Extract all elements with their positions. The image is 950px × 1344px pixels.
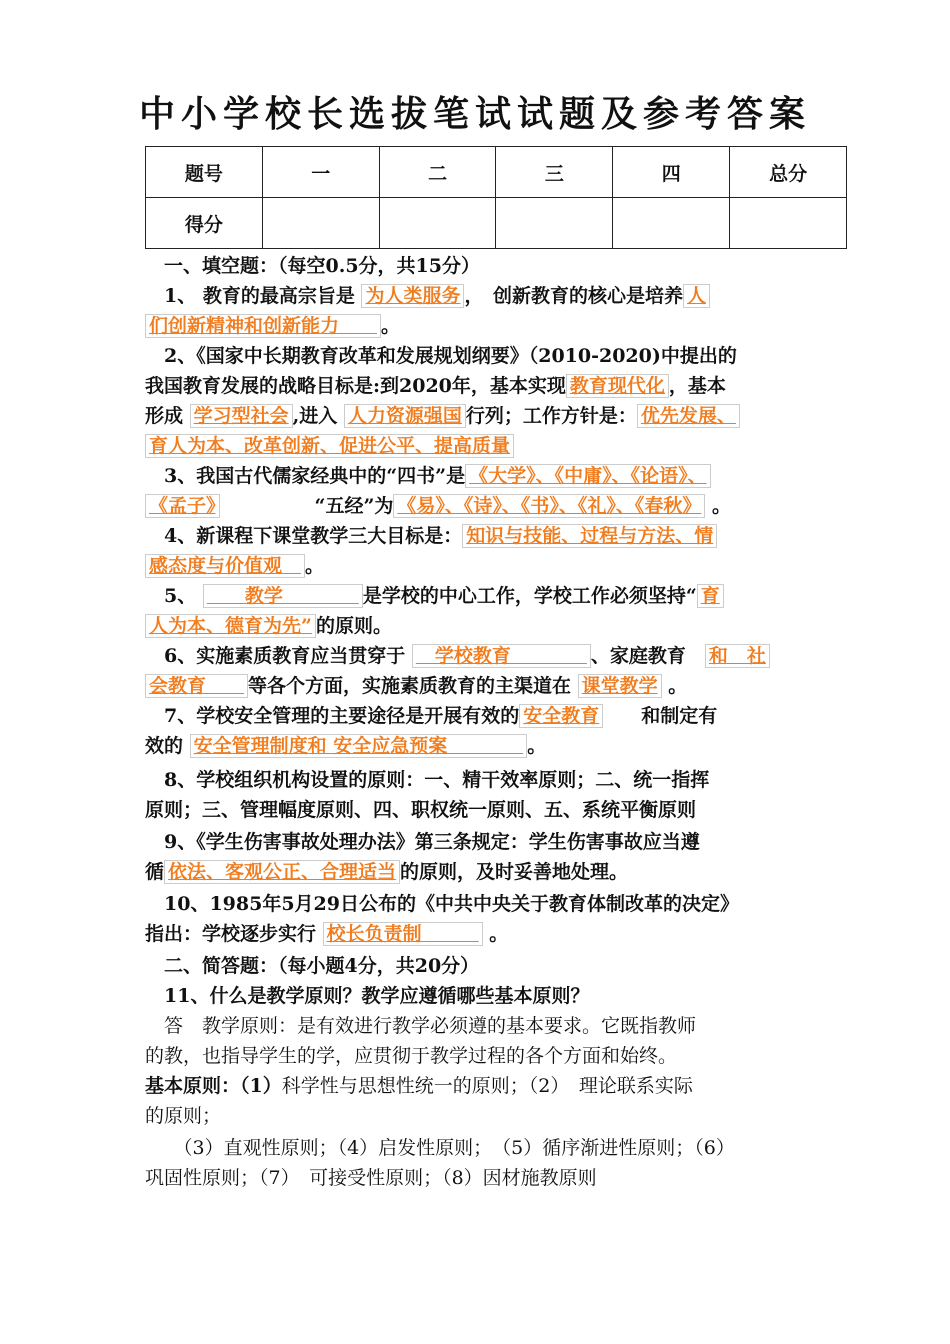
text-line bbox=[145, 641, 815, 671]
text-line bbox=[145, 1011, 815, 1041]
answer-text: 人力资源强国 bbox=[344, 404, 466, 428]
text-segment: 和制定有 bbox=[603, 705, 718, 727]
answer-text: 课堂教学 bbox=[578, 674, 662, 698]
text-line bbox=[145, 889, 815, 919]
text-segment: 原则；三、管理幅度原则、四、职权统一原则、五、系统平衡原则 bbox=[145, 799, 697, 821]
text-line bbox=[145, 401, 815, 431]
text-segment: 、家庭教育 bbox=[590, 645, 705, 667]
text-line bbox=[145, 341, 815, 371]
answer-body-text: 的教，也指导学生的学，应贯彻于教学过程的各个方面和始终。 bbox=[145, 1045, 678, 1067]
text-segment: 二、简答题：（每小题4分，共20分） bbox=[145, 955, 480, 977]
text-segment: 的原则。 bbox=[315, 615, 392, 637]
table-cell bbox=[613, 198, 730, 249]
answer-body-text: 的原则； bbox=[145, 1105, 222, 1127]
table-cell: 四 bbox=[613, 147, 730, 198]
text-line bbox=[145, 671, 815, 701]
text-segment: 我国教育发展的战略目标是:到2020年，基本实现 bbox=[145, 375, 566, 397]
text-segment: 效的 bbox=[145, 735, 190, 757]
text-line bbox=[145, 1133, 815, 1163]
answer-text: 人为本、德育为先” bbox=[145, 614, 316, 638]
answer-text: 学习型社会 bbox=[190, 404, 293, 428]
answer-text: 为人类服务 bbox=[361, 284, 464, 308]
text-line bbox=[145, 1041, 815, 1071]
text-segment: 3、我国古代儒家经典中的“四书”是 bbox=[145, 465, 466, 487]
answer-text: 育 bbox=[697, 584, 724, 608]
table-cell bbox=[262, 198, 379, 249]
table-cell bbox=[379, 198, 496, 249]
table-cell: 三 bbox=[496, 147, 613, 198]
answer-text: 们创新精神和创新能力 bbox=[145, 314, 381, 338]
text-segment: 10、1985年5月29日公布的《中共中央关于教育体制改革的决定》 bbox=[145, 893, 739, 915]
text-line bbox=[145, 857, 815, 887]
answer-text: 安全教育 bbox=[519, 704, 603, 728]
answer-text: 优先发展、 bbox=[637, 404, 740, 428]
text-line bbox=[145, 281, 815, 311]
table-cell: 二 bbox=[379, 147, 496, 198]
text-segment: 6、实施素质教育应当贯穿于 bbox=[145, 645, 412, 667]
text-line bbox=[145, 431, 815, 461]
text-line bbox=[145, 581, 815, 611]
text-segment: 。 bbox=[527, 735, 547, 757]
answer-text: 《孟子》 bbox=[145, 494, 220, 518]
text-segment: 1、 教育的最高宗旨是 bbox=[145, 285, 362, 307]
answer-text: 《大学》、《中庸》、《论语》、 bbox=[465, 464, 711, 488]
text-line bbox=[145, 919, 815, 949]
answer-text: 知识与技能、过程与方法、情 bbox=[462, 524, 717, 548]
text-segment: 形成 bbox=[145, 405, 190, 427]
answer-text: 学校教育 bbox=[412, 644, 591, 668]
text-line bbox=[145, 951, 815, 981]
text-segment: 2、《国家中长期教育改革和发展规划纲要》（2010-2020)中提出的 bbox=[145, 345, 737, 367]
text-segment: ，基本 bbox=[668, 375, 726, 397]
answer-text: 教学 bbox=[203, 584, 363, 608]
text-line bbox=[145, 731, 815, 761]
score-table bbox=[145, 146, 847, 249]
text-line bbox=[145, 1101, 815, 1131]
table-row bbox=[146, 198, 847, 249]
table-cell: 题号 bbox=[146, 147, 263, 198]
table-row bbox=[146, 147, 847, 198]
text-segment: 是学校的中心工作，学校工作必须坚持“ bbox=[362, 585, 697, 607]
text-segment: 8、学校组织机构设置的原则：一、精干效率原则；二、统一指挥 bbox=[145, 769, 710, 791]
text-line bbox=[145, 551, 815, 581]
answer-text: 育人为本、改革创新、促进公平、提高质量 bbox=[145, 434, 514, 458]
table-cell: 总分 bbox=[730, 147, 847, 198]
answer-body-text: 巩固性原则；（7） 可接受性原则；（8）因材施教原则 bbox=[145, 1167, 597, 1189]
answer-text: 人 bbox=[683, 284, 710, 308]
text-line bbox=[145, 1071, 815, 1101]
answer-body-text: 科学性与思想性统一的原则；（2） 理论联系实际 bbox=[281, 1075, 693, 1097]
text-segment: 11、什么是教学原则？教学应遵循哪些基本原则？ bbox=[145, 985, 590, 1007]
text-segment: 等各个方面，实施素质教育的主渠道在 bbox=[248, 675, 578, 697]
text-segment: 9、《学生伤害事故处理办法》第三条规定：学生伤害事故应当遵 bbox=[145, 831, 700, 853]
text-segment: ， 创新教育的核心是培养 bbox=[464, 285, 683, 307]
text-line bbox=[145, 827, 815, 857]
text-segment: 7、学校安全管理的主要途径是开展有效的 bbox=[145, 705, 520, 727]
answer-text: 安全管理制度和 安全应急预案 bbox=[190, 734, 528, 758]
text-line bbox=[145, 461, 815, 491]
text-line bbox=[145, 611, 815, 641]
text-line bbox=[145, 1163, 815, 1193]
answer-text: 依法、客观公正、合理适当 bbox=[164, 860, 400, 884]
text-line bbox=[145, 795, 815, 825]
text-segment: 4、新课程下课堂教学三大目标是： bbox=[145, 525, 463, 547]
table-cell bbox=[496, 198, 613, 249]
text-segment: 行列；工作方针是： bbox=[465, 405, 637, 427]
text-segment: 。 bbox=[705, 495, 732, 517]
text-line bbox=[145, 981, 815, 1011]
text-line bbox=[145, 521, 815, 551]
answer-text: 和 社 bbox=[705, 644, 770, 668]
text-line bbox=[145, 251, 815, 281]
answer-body-text: 答 教学原则：是有效进行教学必须遵的基本要求。它既指教师 bbox=[145, 1015, 697, 1037]
text-segment: “五经”为 bbox=[219, 495, 394, 517]
text-segment: 的原则，及时妥善地处理。 bbox=[400, 861, 629, 883]
text-line bbox=[145, 311, 815, 341]
answer-body-text: （3）直观性原则；（4）启发性原则； （5）循序渐进性原则；（6） bbox=[145, 1137, 735, 1159]
text-segment: 基本原则：（1） bbox=[145, 1075, 282, 1097]
text-segment: 指出：学校逐步实行 bbox=[145, 923, 323, 945]
answer-text: 教育现代化 bbox=[566, 374, 669, 398]
text-line bbox=[145, 371, 815, 401]
answer-text: 感态度与价值观 bbox=[145, 554, 305, 578]
text-segment: 循 bbox=[145, 861, 165, 883]
text-line bbox=[145, 701, 815, 731]
table-cell: 一 bbox=[262, 147, 379, 198]
text-segment: 。 bbox=[305, 555, 325, 577]
page-title: 中小学校长选拔笔试试题及参考答案 bbox=[138, 93, 811, 135]
text-line bbox=[145, 491, 815, 521]
text-segment: ,进入 bbox=[292, 405, 344, 427]
text-segment: 。 bbox=[661, 675, 688, 697]
answer-text: 校长负责制 bbox=[323, 922, 483, 946]
text-segment: 。 bbox=[381, 315, 401, 337]
answer-text: 《易》、《诗》、《书》、《礼》、《春秋》 bbox=[393, 494, 705, 518]
text-segment: 5、 bbox=[145, 585, 203, 607]
text-segment: 一、填空题：（每空0.5分，共15分） bbox=[145, 255, 480, 277]
answer-text: 会教育 bbox=[145, 674, 248, 698]
text-segment: 。 bbox=[482, 923, 509, 945]
text-line bbox=[145, 765, 815, 795]
table-cell bbox=[730, 198, 847, 249]
table-cell: 得分 bbox=[146, 198, 263, 249]
